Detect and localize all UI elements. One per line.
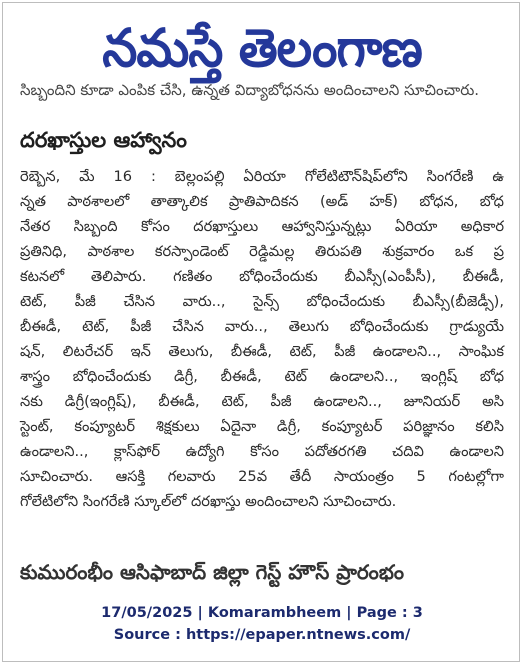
article-line: నకు డిగ్రీ(ఇంగ్లిష్), బీఈడీ, టెట్, పీజీ ఉండాలని.., జూనియర్ అసి (20, 393, 504, 410)
article-line: స్టెంట్, కంప్యూటర్ శిక్షకులు ఏదైనా డిగ్రీ, కంప్యూటర్ పరిజ్ఞానం కలిసి (20, 418, 504, 435)
edition-info: 17/05/2025 | Komarambheem | Page : 3 (101, 605, 423, 621)
article-line: సూచించారు. ఆసక్తి గలవారు 25వ తేదీ సాయంత్రం 5 గంటల్లోగా (20, 468, 504, 485)
masthead-title: నమస్తే తెలంగాణ (102, 16, 422, 79)
article-line: కటనలో తెలిపారు. గణితం బోధించేందుకు బీఎస్సీ(ఎంపీసీ), బీఈడీ, (20, 268, 504, 285)
article-line: శాస్త్రం బోధించేందుకు డిగ్రీ, బీఈడీ, టెట్ ఉండాలని.., ఇంగ్లిష్ బోధ (20, 368, 504, 385)
article-line: ఉండాలని.., క్లాస్‌ఫోర్ ఉద్యోగి కోసం పదోతరగతి చదివి ఉండాలని (20, 443, 504, 460)
article-line: ప్రతినిధి, పాఠశాల కరస్పాండెంట్ రెడ్డిమల్ల తిరుపతి శుక్రవారం ఒక ప్ర (20, 243, 504, 260)
article-line: టెట్, పీజీ చేసిన వారు.., సైన్స్ బోధించేందుకు బీఎస్సీ(బీజెడ్సీ), (20, 293, 504, 310)
article-line: నేతర సిబ్బంది కోసం దరఖాస్తులు ఆహ్వానిస్తున్నట్లు ఏరియా అధికార (20, 218, 504, 235)
article-line: రెబ్బెన, మే 16 : బెల్లంపల్లి ఏరియా గోలేటిటౌన్‌షిప్‌లోని సింగరేణి ఉ (20, 168, 504, 185)
article-clipping (12, 81, 512, 584)
cut-previous-article-line: సిబ్బందిని కూడా ఎంపిక చేసి, ఉన్నత విద్యాబోధనను అందించాలని సూచించారు. (20, 81, 480, 99)
article-line: న్నత పాఠశాలలో తాత్కాలిక ప్రాతిపాదికన (అడ్ హక్) బోధన, బోధ (20, 193, 504, 210)
cut-next-article-headline: కుమురంభీం ఆసిఫాబాద్ జిల్లా గెస్ట్ హౌస్ ప్రారంభం (20, 560, 404, 584)
article-body (20, 164, 504, 514)
article-line: షన్, లిటరేచర్ ఇన్ తెలుగు, బీఈడీ, టెట్, పీజీ ఉండాలని.., సాంఘిక (20, 343, 504, 360)
newspaper-masthead (0, 8, 524, 88)
article-headline: దరఖాస్తుల ఆహ్వానం (20, 128, 187, 152)
source-link[interactable]: Source : https://epaper.ntnews.com/ (113, 627, 411, 643)
article-line: గోలేటిలోని సింగరేణి స్కూల్‌లో దరఖాస్తు అందించాలని సూచించారు. (20, 493, 397, 510)
clipping-footer (0, 602, 524, 646)
article-line: బీఈడీ, టెట్, పీజీ చేసిన వారు.., తెలుగు బోధించేందుకు గ్రాడ్యుయే (20, 318, 504, 335)
